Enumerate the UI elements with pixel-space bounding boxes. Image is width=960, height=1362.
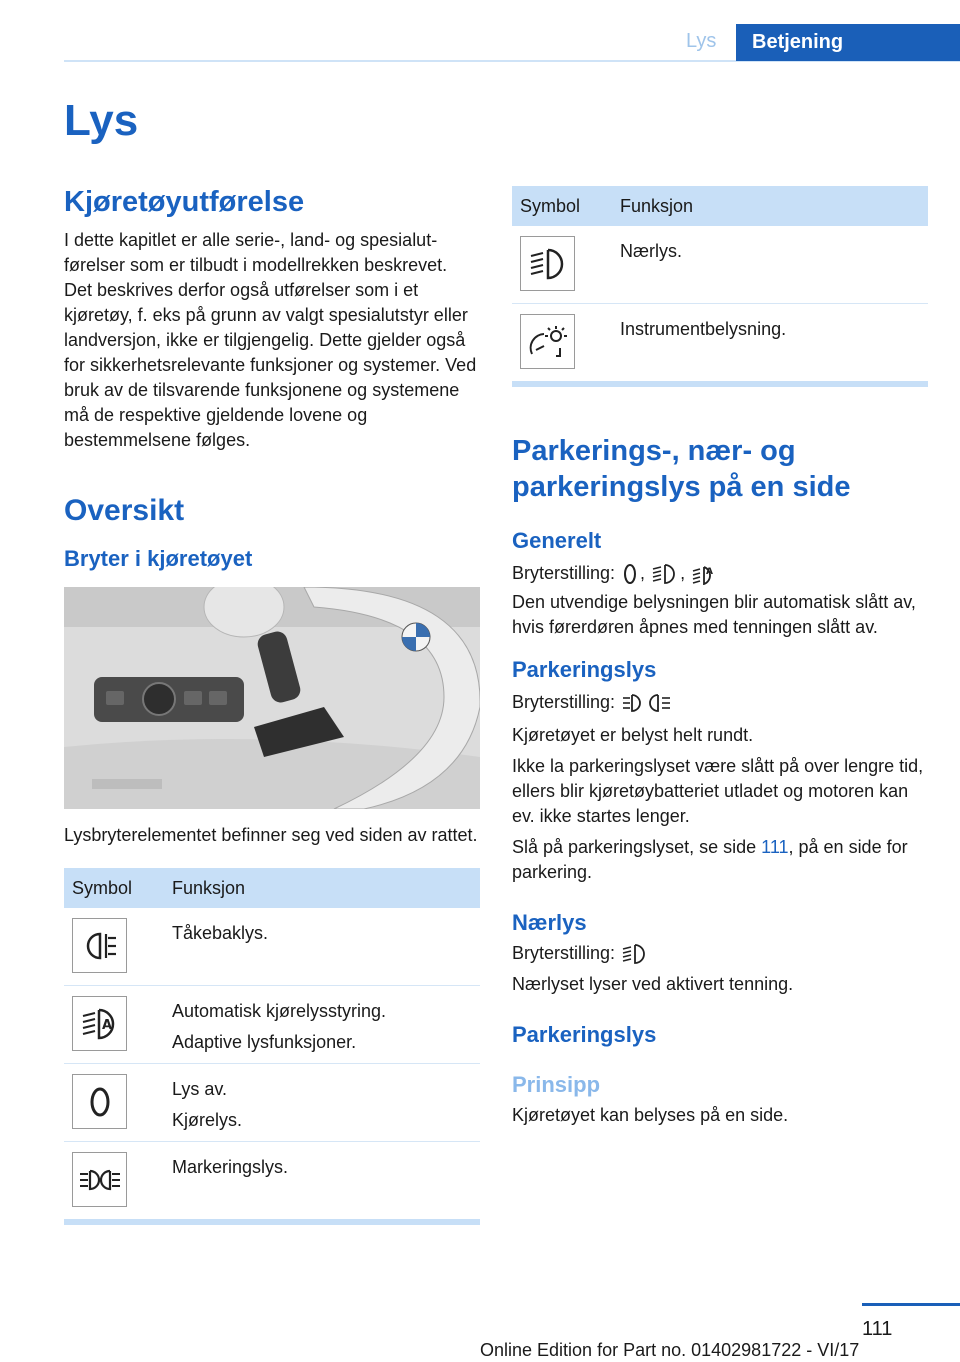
function-text: Lys av. [172,1079,228,1099]
footer-rule [862,1303,960,1306]
low-beam-icon [652,563,678,585]
symbol-table-left [64,868,480,1225]
function-text: Markeringslys. [172,1157,289,1177]
vehicle-paragraph: I dette kapitlet er alle serie-, land- og spesialutførelser som er tilbudt i modellrekken beskrevet. Det beskrives derfor også utførelser som i et kjøretøy, f. eks på grunn av valgt spesialutstyr eller landversjon, ikke er tilgjengelig. Dette gjelder også for sikkerhetsrelevante funksjoner og systemer. Ved bruk av de tilsvarende funksjonene og systemene må de respektive gjeldende lovene og bestemmelsene følges. [64,230,477,450]
heading-parking: Parkerings-, nær- og parkeringslys på en side [512,435,851,503]
header-chapter-tab[interactable]: Betjening [736,24,960,61]
switch-label: Bryterstilling: [512,563,616,583]
symbol-table-right [512,186,928,387]
page-link-111[interactable]: 111 [761,837,789,857]
header-section[interactable]: Lys [686,30,717,52]
col-function: Funksjon [172,877,246,898]
heading-parklight-side: Parkeringslys [512,1022,657,1047]
rear-fog-light-icon [72,918,127,973]
svg-text:A: A [101,1017,112,1033]
steering-wheel-photo [64,587,480,809]
switch-position-lowbeam [512,941,928,966]
lights-off-icon [622,563,638,585]
switch-label: Bryterstilling: [512,692,616,712]
heading-vehicle: Kjøretøyutførelse [64,186,305,218]
switch-position-parklight [512,690,928,715]
col-symbol: Symbol [520,195,581,216]
switch-label: Bryterstilling: [512,943,616,963]
table-row [512,304,928,381]
right-column [512,186,928,1128]
function-text: Adaptive lysfunksjoner. [172,1032,357,1052]
page-number: 111 [862,1318,893,1340]
edition-footer: Online Edition for Part no. 01402981722 - VI/17 [480,1340,860,1360]
auto-headlight-icon [692,563,718,585]
switch-position-general: Bryterstilling: , , A [512,561,928,586]
table-row [64,986,480,1064]
lights-off-icon [72,1074,127,1129]
table-row [64,908,480,986]
function-text: Nærlys. [620,241,682,261]
parklight-paragraph-1: Kjøretøyet er belyst helt rundt. [512,725,754,745]
function-text: Automatisk kjørelysstyring. [172,1001,387,1021]
left-column [64,184,480,1225]
heading-principle: Prinsipp [512,1072,601,1097]
heading-lowbeam: Nærlys [512,910,587,935]
table-row [64,1064,480,1142]
general-paragraph: Den utvendige belysningen blir automatisk slått av, hvis førerdøren åpnes med tenningen slått av. [512,592,916,637]
lowbeam-paragraph: Nærlyset lyser ved aktivert tenning. [512,974,794,994]
heading-switch: Bryter i kjøretøyet [64,546,253,571]
table-header [512,186,928,226]
marker-light-icon [622,692,672,714]
heading-overview: Oversikt [64,494,185,527]
parklight-paragraph-3: Slå på parkeringslyset, se side 111, på en side for parkering. [512,837,908,882]
low-beam-icon [622,943,648,965]
marker-light-icon [72,1152,127,1207]
col-symbol: Symbol [72,877,133,898]
heading-general: Generelt [512,528,602,553]
table-end-rule [64,1219,480,1225]
page-title: Lys [64,96,139,145]
switch-caption: Lysbryterelementet befinner seg ved siden av rattet. [64,825,478,845]
heading-parklight: Parkeringslys [512,657,657,682]
parklight-paragraph-2: Ikke la parkeringslyset være slått på over lengre tid, ellers blir kjøretøybatteriet utladet og motoren kan ev. ikke startes lenger. [512,756,924,826]
function-text: Tåkebaklys. [172,923,269,943]
instrument-lighting-icon [520,314,575,369]
table-row [512,226,928,304]
light-switch-illustration [64,587,480,809]
table-row [64,1142,480,1219]
low-beam-icon [520,236,575,291]
auto-headlight-icon [72,996,127,1051]
principle-paragraph: Kjøretøyet kan belyses på en side. [512,1105,789,1125]
table-header [64,868,480,908]
svg-text:A: A [706,567,714,578]
table-end-rule [512,381,928,387]
col-function: Funksjon [620,195,694,216]
function-text: Kjørelys. [172,1110,243,1130]
function-text: Instrumentbelysning. [620,319,787,339]
